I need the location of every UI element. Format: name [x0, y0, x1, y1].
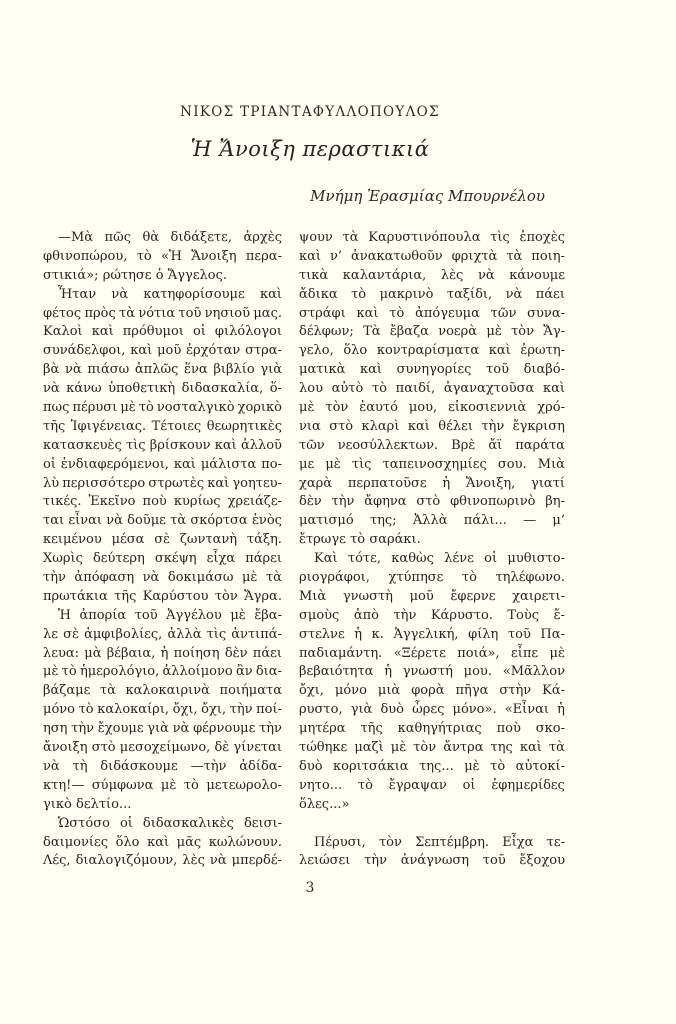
text-line: δὲν τὴν ἄφηνα στὸ φθινοπωρινὸ βη-: [299, 494, 565, 510]
text-line: ρυστο, γιὰ δυὸ ὧρες μόνο». «Εἶναι ἡ: [299, 702, 565, 718]
text-line: ἄδικα τὸ μακρινὸ ταξίδι, νὰ πάει: [299, 286, 565, 302]
text-line: σμοὺς ἀπὸ τὴν Κάρυστο. Τοὺς ἔ-: [299, 607, 565, 623]
text-line: στράφι καὶ τὸ ἀπόγευμα τῶν συνα-: [299, 305, 565, 321]
page-number: 3: [305, 880, 315, 896]
text-line: τῶν νεοσύλλεκτων. Βρὲ ἄϊ παράτα: [299, 437, 565, 453]
left-column: [43, 229, 282, 871]
text-line: χαρὰ περπατοῦσε ἡ Ἄνοιξη, γιατί: [299, 475, 565, 491]
text-line: δέλφων; Τὰ ἔβαζα νοερὰ μὲ τὸν Ἄγ-: [299, 324, 565, 340]
text-line: λε σὲ ἀμφιβολίες, ἀλλὰ τὶς ἀντιπά-: [43, 626, 282, 642]
text-line: ματικὰ καὶ συνηγορίες τοῦ διαβό-: [299, 362, 565, 378]
text-line: στικιά»; ρώτησε ὁ Ἄγγελος.: [43, 267, 228, 283]
text-line: Χωρὶς δεύτερη σκέψη εἶχα πάρει: [43, 551, 282, 567]
author-heading: ΝΙΚΟΣ ΤΡΙΑΝΤΑΦΥΛΛΟΠΟΥΛΟΣ: [180, 104, 440, 120]
text-line: Ἡ ἀπορία τοῦ Ἀγγέλου μὲ ἔβα-: [58, 607, 282, 623]
text-line: νια στὸ κλαρὶ καὶ θέλει τὴν ἔγκριση: [299, 418, 565, 434]
text-line: νητο... τὸ ἔγραψαν οἱ ἐφημερίδες: [299, 777, 565, 793]
text-line: νὰ τὴ διδάσκουμε —τὴν ἀδίδα-: [43, 758, 282, 774]
text-line: νὰ κάνω ὑποθετικὴ διδασκαλία, ὅ-: [43, 381, 282, 397]
text-line: ται εἶναι νὰ δοῦμε τὰ σκόρτσα ἑνὸς: [43, 513, 282, 529]
text-line: βεβαιότητα ἡ γνωστή μου. «Μᾶλλον: [299, 664, 565, 680]
text-line: ματισμό της; Ἀλλὰ πάλι... — μ’: [299, 513, 565, 529]
text-line: δαιμονίες ὅλο καὶ μᾶς κωλώνουν.: [43, 834, 282, 850]
text-line: Μιὰ γνωστὴ μοῦ ἔφερνε χαιρετι-: [299, 588, 565, 604]
text-line: δυὸ κοριτσάκια της... μὲ τὸ αὐτοκί-: [299, 758, 565, 774]
text-line: κατασκευὲς τὶς βρίσκουν καὶ ἀλλοῦ: [43, 437, 282, 453]
text-line: βάζαμε τὰ καλοκαιρινὰ ποιήματα: [43, 683, 282, 699]
text-line: ηση τὴν ἔχουμε γιὰ νὰ φέρνουμε τὴν: [43, 721, 282, 737]
text-line: συνάδελφοι, καὶ μοῦ ἐρχόταν στρα-: [43, 343, 282, 359]
text-line: τῆς Ἰφιγένειας. Τέτοιες θεωρητικὲς: [43, 418, 282, 434]
dedication-line: Μνήμη Ἐρασμίας Μπουρνέλου: [310, 187, 545, 205]
text-line: ὅλες...»: [299, 796, 350, 812]
text-line: ἄνοιξη στὸ μεσοχείμωνο, δὲ γίνεται: [43, 740, 282, 756]
text-line: φέτος πρὸς τὰ νότια τοῦ νησιοῦ μας.: [43, 305, 282, 321]
text-line: ἔτρωγε τὸ σαράκι.: [299, 532, 421, 548]
text-line: τὴν ἀπόφαση νὰ δοκιμάσω μὲ τὰ: [43, 570, 282, 586]
text-line: μόνο τὸ καλοκαίρι, ὄχι, ὄχι, τὴν ποί-: [43, 702, 282, 718]
text-line: ὄχι, μόνο μιὰ φορὰ πῆγα στὴν Κά-: [299, 683, 565, 699]
page-title: Ἡ Ἄνοιξη περαστικιά: [190, 137, 430, 161]
text-line: Καὶ τότε, καθὼς λένε οἱ μυθιστο-: [314, 551, 565, 567]
right-column: [299, 229, 565, 871]
text-line: κτη!— σύμφωνα μὲ τὸ μετεωρολο-: [43, 777, 282, 793]
text-line: λου αὐτὸ τὸ παιδί, ἀγαναχτοῦσα καὶ: [299, 381, 565, 397]
text-line: —Μὰ πῶς θὰ διδάξετε, ἀρχὲς: [58, 230, 282, 245]
text-line: με μὲ τὶς ταπεινοσχημίες σου. Μιὰ: [299, 456, 565, 472]
text-line: λευα: μὰ βέβαια, ἡ ποίηση δὲν πάει: [43, 645, 282, 661]
text-line: τικὰ καλαντάρια, λὲς νὰ κάνουμε: [299, 267, 565, 283]
text-line: πως πέρυσι μὲ τὸ νοσταλγικὸ χορικὸ: [43, 400, 282, 416]
text-line: πρωτάκια τῆς Καρύστου τὸν Ἄγρα.: [43, 588, 282, 604]
text-line: γελο, ὅλο κοντραρίσματα καὶ ἐρωτη-: [299, 343, 565, 359]
text-line: γικὸ δελτίο...: [43, 796, 132, 812]
text-line: λὺ περισσότερο στρωτὲς καὶ γοητευ-: [43, 475, 282, 491]
text-line: τώθηκε μαζὶ μὲ τὸν ἄντρα της καὶ τὰ: [299, 740, 565, 756]
text-line: λειώσει τὴν ἀνάγνωση τοῦ ἔξοχου: [299, 853, 565, 869]
text-line: κειμένου μέσα σὲ ζωντανὴ τάξη.: [43, 532, 282, 548]
text-line: μὲ τὸ ἡμερολόγιο, ἀλλοίμονο ἂν δια-: [43, 664, 282, 680]
text-line: Ἦταν νὰ κατηφορίσουμε καὶ: [58, 286, 282, 302]
text-line: στελνε ἡ κ. Ἀγγελική, φίλη τοῦ Πα-: [299, 626, 565, 642]
blank-line: [299, 815, 565, 834]
text-line: βὰ νὰ πιάσω ἁπλῶς ἕνα βιβλίο γιὰ: [43, 362, 282, 378]
text-line: Λές, διαλογιζόμουν, λὲς νὰ μπερδέ-: [43, 853, 282, 869]
text-line: οἱ ἐνδιαφερόμενοι, καὶ μάλιστα πο-: [43, 456, 282, 472]
text-line: ψουν τὰ Καρυστινόπουλα τὶς ἐποχὲς: [299, 230, 565, 245]
text-line: τικές. Ἐκεῖνο ποὺ κυρίως χρειάζε-: [43, 494, 282, 510]
text-line: Πέρυσι, τὸν Σεπτέμβρη. Εἶχα τε-: [314, 834, 565, 850]
text-line: μητέρα τῆς καθηγήτριας ποὺ σκο-: [299, 721, 565, 737]
text-line: Ὡστόσο οἱ διδασκαλικὲς δεισι-: [58, 815, 282, 831]
text-columns: [43, 229, 565, 871]
text-line: μὲ τὸν ἑαυτό μου, εἰκοσιεννιὰ χρό-: [299, 400, 565, 416]
text-line: φθινοπώρου, τὸ «Ἡ Ἄνοιξη περα-: [43, 248, 282, 264]
text-line: παδιαμάντη. «Ξέρετε ποιά», εἶπε μὲ: [299, 645, 565, 661]
text-line: Καλοὶ καὶ πρόθυμοι οἱ φιλόλογοι: [43, 324, 282, 340]
text-line: καὶ ν’ ἀνακατωθοῦν φριχτὰ τὰ ποιη-: [299, 248, 565, 264]
text-line: ριογράφοι, χτύπησε τὸ τηλέφωνο.: [299, 570, 565, 586]
